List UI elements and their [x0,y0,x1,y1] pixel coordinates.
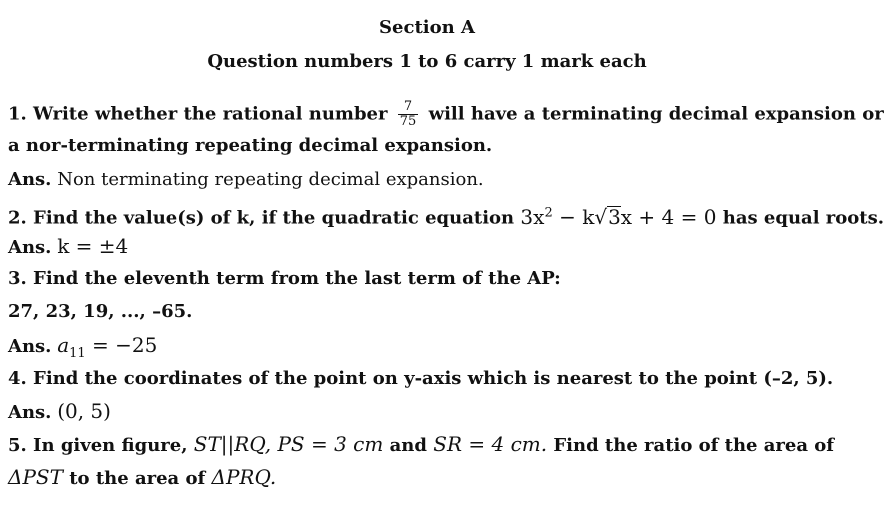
answer-3 [8,333,157,366]
fraction-7-75 [398,100,419,129]
q1-text-a: 1. Write whether the rational number [8,103,388,125]
question-3-line-1: 3. Find the eleventh term from the last term of the AP: [8,268,561,289]
question-4: 4. Find the coordinates of the point on y-axis which is nearest to the point (–2, 5). [8,368,834,389]
question-5-line-2 [8,465,276,491]
question-2 [8,201,884,231]
answer-3-rest: = −25 [85,333,158,357]
answer-label: Ans. [8,402,52,423]
section-subtitle: Question numbers 1 to 6 carry 1 mark each [207,51,647,72]
answer-4 [8,399,111,425]
answer-3-sub: 11 [69,346,86,361]
q2-text-a: 2. Find the value(s) of k, if the quadratic equation [8,207,515,229]
q5-math-2: SR = 4 cm. [433,432,548,456]
q5-math-3: ΔPST [8,465,63,489]
q2-text-b: has equal roots. [722,207,884,229]
answer-label: Ans. [8,169,52,190]
answer-2-math: k = ±4 [57,234,129,258]
answer-3-var: a [57,333,70,357]
question-1-line-2: a nor-terminating repeating decimal expansion. [8,135,493,156]
eq-exponent: 2 [544,205,553,220]
q5-math-4: ΔPRQ. [211,465,277,489]
answer-label: Ans. [8,336,52,357]
q5-math-1: ST||RQ, PS = 3 cm [193,432,384,456]
q5-text-b: Find the ratio of the area of [553,435,835,456]
question-1-line-1 [8,100,884,129]
question-5-line-1 [8,432,834,458]
sqrt-symbol: √ [594,204,608,229]
fraction-numerator: 7 [398,100,419,115]
answer-1-text: Non terminating repeating decimal expansion. [57,169,484,190]
eq-part-2: − k [552,204,595,229]
q5-text-a: 5. In given figure, [8,435,188,456]
q5-text-c: to the area of [69,468,206,489]
q5-and: and [389,435,427,456]
question-3-line-2: 27, 23, 19, ..., –65. [8,301,193,322]
eq-part-3: x + 4 = 0 [620,204,717,229]
answer-1 [8,168,484,192]
eq-part-1: 3x [520,204,545,229]
sqrt-radicand: 3 [608,204,621,229]
section-title: Section A [379,17,475,38]
answer-4-math: (0, 5) [57,399,111,423]
answer-label: Ans. [8,237,52,258]
q1-text-b: will have a terminating decimal expansion or [428,103,884,125]
fraction-denominator: 75 [399,114,417,129]
answer-2 [8,234,128,260]
quadratic-equation [520,205,716,229]
answer-3-math [57,333,158,361]
